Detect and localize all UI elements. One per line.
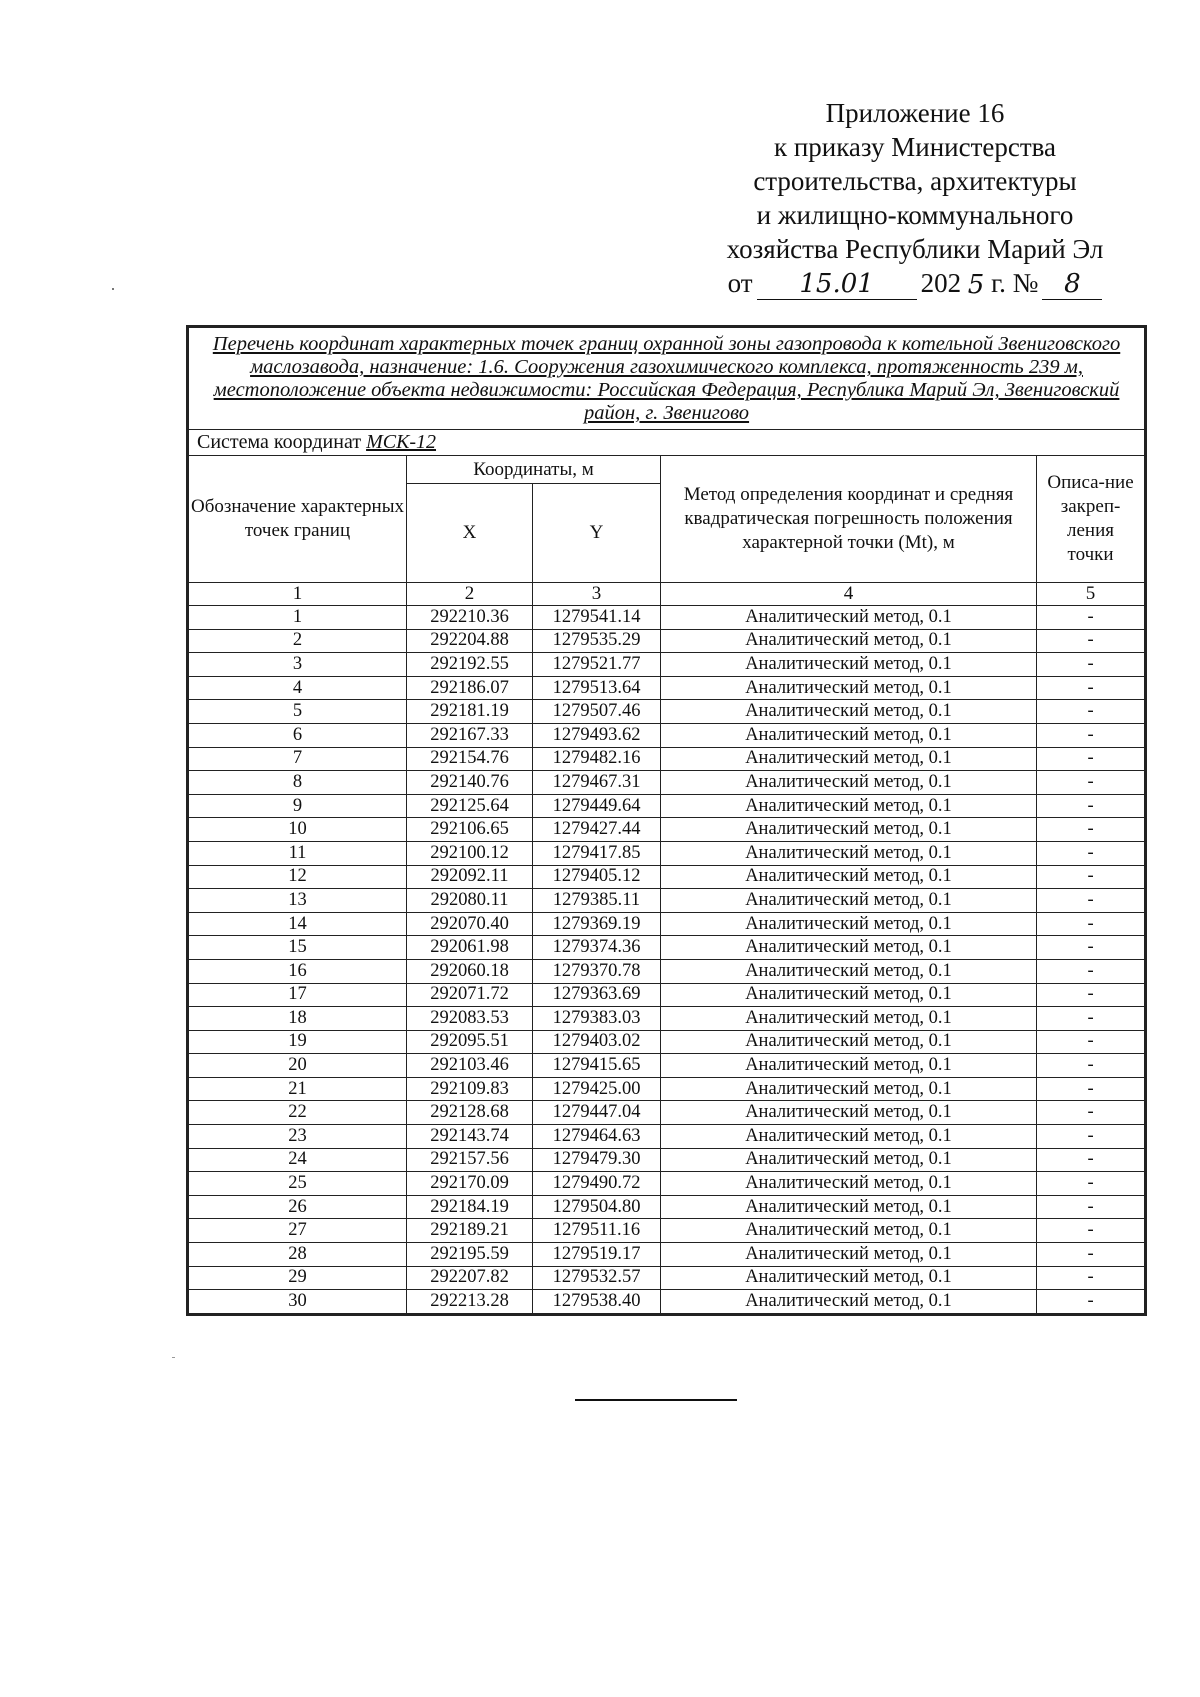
table-row: [188, 1195, 1146, 1219]
description-cell: -: [1037, 771, 1146, 795]
y-cell: 1279490.72: [533, 1172, 661, 1196]
description-cell: -: [1037, 700, 1146, 724]
method-cell: Аналитический метод, 0.1: [661, 629, 1037, 653]
point-cell: 21: [188, 1077, 407, 1101]
y-cell: 1279447.04: [533, 1101, 661, 1125]
x-cell: 292100.12: [407, 841, 533, 865]
point-cell: 24: [188, 1148, 407, 1172]
method-cell: Аналитический метод, 0.1: [661, 983, 1037, 1007]
coordinates-rows: [188, 606, 1146, 1315]
point-cell: 18: [188, 1007, 407, 1031]
y-cell: 1279493.62: [533, 723, 661, 747]
description-cell: -: [1037, 1101, 1146, 1125]
point-cell: 7: [188, 747, 407, 771]
point-cell: 20: [188, 1054, 407, 1078]
point-cell: 3: [188, 653, 407, 677]
table-title: Перечень координат характерных точек границ охранной зоны газопровода к котельной Звениговского маслозавода, назначение: 1.6. Сооружения газохимического комплекса, протяженность 239 м, местоположение объекта недвижимости: Российская Федерация, Республика Марий Эл, Звениговский район, г. Звенигово: [188, 327, 1146, 430]
scan-artifact: [112, 288, 114, 290]
x-cell: 292103.46: [407, 1054, 533, 1078]
description-cell: -: [1037, 1266, 1146, 1290]
x-cell: 292080.11: [407, 889, 533, 913]
point-cell: 23: [188, 1125, 407, 1149]
point-cell: 11: [188, 841, 407, 865]
header-x: X: [407, 484, 533, 583]
point-cell: 8: [188, 771, 407, 795]
table-row: [188, 1125, 1146, 1149]
table-row: [188, 959, 1146, 983]
y-cell: 1279427.44: [533, 818, 661, 842]
method-cell: Аналитический метод, 0.1: [661, 771, 1037, 795]
header-line: к приказу Министерства: [773, 132, 1057, 162]
method-cell: Аналитический метод, 0.1: [661, 1243, 1037, 1267]
method-cell: Аналитический метод, 0.1: [661, 865, 1037, 889]
description-cell: -: [1037, 1125, 1146, 1149]
description-cell: -: [1037, 1290, 1146, 1315]
column-number: 3: [533, 583, 661, 606]
method-cell: Аналитический метод, 0.1: [661, 723, 1037, 747]
y-cell: 1279532.57: [533, 1266, 661, 1290]
point-cell: 27: [188, 1219, 407, 1243]
y-cell: 1279415.65: [533, 1054, 661, 1078]
point-cell: 28: [188, 1243, 407, 1267]
method-cell: Аналитический метод, 0.1: [661, 889, 1037, 913]
header-method: Метод определения координат и средняя квадратическая погрешность положения характерной точки (Mt), м: [661, 456, 1037, 583]
method-cell: Аналитический метод, 0.1: [661, 1290, 1037, 1315]
method-cell: Аналитический метод, 0.1: [661, 912, 1037, 936]
y-cell: 1279538.40: [533, 1290, 661, 1315]
point-cell: 16: [188, 959, 407, 983]
table-row: [188, 1148, 1146, 1172]
table-row: [188, 723, 1146, 747]
point-cell: 9: [188, 794, 407, 818]
point-cell: 30: [188, 1290, 407, 1315]
table-row: [188, 1007, 1146, 1031]
description-cell: -: [1037, 865, 1146, 889]
y-cell: 1279513.64: [533, 676, 661, 700]
description-cell: -: [1037, 818, 1146, 842]
x-cell: 292204.88: [407, 629, 533, 653]
method-cell: Аналитический метод, 0.1: [661, 959, 1037, 983]
x-cell: 292189.21: [407, 1219, 533, 1243]
table-row: [188, 936, 1146, 960]
x-cell: 292195.59: [407, 1243, 533, 1267]
appendix-header: [690, 96, 1140, 300]
point-cell: 6: [188, 723, 407, 747]
year-suffix: г. №: [991, 268, 1039, 298]
point-cell: 13: [188, 889, 407, 913]
table-row: [188, 653, 1146, 677]
x-cell: 292061.98: [407, 936, 533, 960]
table-row: [188, 1266, 1146, 1290]
description-cell: -: [1037, 606, 1146, 630]
description-cell: -: [1037, 723, 1146, 747]
method-cell: Аналитический метод, 0.1: [661, 700, 1037, 724]
description-cell: -: [1037, 653, 1146, 677]
y-cell: 1279467.31: [533, 771, 661, 795]
point-cell: 19: [188, 1030, 407, 1054]
table-row: [188, 889, 1146, 913]
description-cell: -: [1037, 629, 1146, 653]
header-coordinates: Координаты, м: [407, 456, 661, 484]
column-number: 1: [188, 583, 407, 606]
coordinate-system-label: Система координат: [197, 431, 362, 453]
description-cell: -: [1037, 959, 1146, 983]
description-cell: -: [1037, 747, 1146, 771]
y-cell: 1279511.16: [533, 1219, 661, 1243]
order-date-line: [690, 266, 1140, 300]
table-row: [188, 841, 1146, 865]
y-cell: 1279482.16: [533, 747, 661, 771]
method-cell: Аналитический метод, 0.1: [661, 1077, 1037, 1101]
method-cell: Аналитический метод, 0.1: [661, 936, 1037, 960]
method-cell: Аналитический метод, 0.1: [661, 653, 1037, 677]
header-description: Описа-ние закреп-ления точки: [1037, 456, 1146, 583]
y-cell: 1279417.85: [533, 841, 661, 865]
method-cell: Аналитический метод, 0.1: [661, 1219, 1037, 1243]
y-cell: 1279541.14: [533, 606, 661, 630]
table-row: [188, 1243, 1146, 1267]
description-cell: -: [1037, 1195, 1146, 1219]
x-cell: 292157.56: [407, 1148, 533, 1172]
year-prefix: 202: [920, 268, 962, 298]
x-cell: 292092.11: [407, 865, 533, 889]
x-cell: 292170.09: [407, 1172, 533, 1196]
description-cell: -: [1037, 1030, 1146, 1054]
table-row: [188, 676, 1146, 700]
table-row: [188, 771, 1146, 795]
description-cell: -: [1037, 1243, 1146, 1267]
method-cell: Аналитический метод, 0.1: [661, 1148, 1037, 1172]
description-cell: -: [1037, 794, 1146, 818]
x-cell: 292125.64: [407, 794, 533, 818]
description-cell: -: [1037, 1054, 1146, 1078]
header-point-designation: Обозначение характерных точек границ: [188, 456, 407, 583]
table-row: [188, 1172, 1146, 1196]
description-cell: -: [1037, 676, 1146, 700]
point-cell: 14: [188, 912, 407, 936]
y-cell: 1279479.30: [533, 1148, 661, 1172]
y-cell: 1279403.02: [533, 1030, 661, 1054]
point-cell: 1: [188, 606, 407, 630]
point-cell: 5: [188, 700, 407, 724]
method-cell: Аналитический метод, 0.1: [661, 1195, 1037, 1219]
y-cell: 1279363.69: [533, 983, 661, 1007]
description-cell: -: [1037, 936, 1146, 960]
header-line: хозяйства Республики Марий Эл: [726, 234, 1104, 264]
method-cell: Аналитический метод, 0.1: [661, 1172, 1037, 1196]
table-row: [188, 865, 1146, 889]
method-cell: Аналитический метод, 0.1: [661, 1030, 1037, 1054]
table-row: [188, 1030, 1146, 1054]
x-cell: 292167.33: [407, 723, 533, 747]
x-cell: 292213.28: [407, 1290, 533, 1315]
description-cell: -: [1037, 1172, 1146, 1196]
table-row: [188, 912, 1146, 936]
table-row: [188, 1101, 1146, 1125]
table-row: [188, 606, 1146, 630]
y-cell: 1279519.17: [533, 1243, 661, 1267]
x-cell: 292083.53: [407, 1007, 533, 1031]
end-rule: [575, 1399, 737, 1401]
coordinate-system-row: [188, 430, 1146, 456]
description-cell: -: [1037, 1077, 1146, 1101]
column-number: 2: [407, 583, 533, 606]
y-cell: 1279370.78: [533, 959, 661, 983]
method-cell: Аналитический метод, 0.1: [661, 676, 1037, 700]
x-cell: 292154.76: [407, 747, 533, 771]
y-cell: 1279385.11: [533, 889, 661, 913]
table-row: [188, 1054, 1146, 1078]
coordinate-system-name: МСК-12: [366, 431, 437, 453]
header-line: и жилищно-коммунального: [756, 200, 1074, 230]
x-cell: 292192.55: [407, 653, 533, 677]
x-cell: 292109.83: [407, 1077, 533, 1101]
y-cell: 1279425.00: [533, 1077, 661, 1101]
point-cell: 15: [188, 936, 407, 960]
point-cell: 2: [188, 629, 407, 653]
table-row: [188, 1290, 1146, 1315]
method-cell: Аналитический метод, 0.1: [661, 1266, 1037, 1290]
x-cell: 292071.72: [407, 983, 533, 1007]
x-cell: 292207.82: [407, 1266, 533, 1290]
table-row: [188, 794, 1146, 818]
method-cell: Аналитический метод, 0.1: [661, 1125, 1037, 1149]
description-cell: -: [1037, 1007, 1146, 1031]
method-cell: Аналитический метод, 0.1: [661, 1054, 1037, 1078]
handwritten-order-number: 8: [1042, 269, 1102, 300]
point-cell: 26: [188, 1195, 407, 1219]
description-cell: -: [1037, 889, 1146, 913]
point-cell: 25: [188, 1172, 407, 1196]
table-row: [188, 1219, 1146, 1243]
method-cell: Аналитический метод, 0.1: [661, 1101, 1037, 1125]
appendix-title: Приложение 16: [825, 98, 1005, 128]
y-cell: 1279383.03: [533, 1007, 661, 1031]
x-cell: 292143.74: [407, 1125, 533, 1149]
y-cell: 1279504.80: [533, 1195, 661, 1219]
y-cell: 1279405.12: [533, 865, 661, 889]
x-cell: 292184.19: [407, 1195, 533, 1219]
y-cell: 1279369.19: [533, 912, 661, 936]
description-cell: -: [1037, 983, 1146, 1007]
header-y: Y: [533, 484, 661, 583]
scan-artifact: [172, 1357, 175, 1358]
point-cell: 22: [188, 1101, 407, 1125]
table-row: [188, 1077, 1146, 1101]
x-cell: 292186.07: [407, 676, 533, 700]
method-cell: Аналитический метод, 0.1: [661, 606, 1037, 630]
description-cell: -: [1037, 912, 1146, 936]
handwritten-date: 15.01: [757, 269, 917, 300]
table-row: [188, 629, 1146, 653]
method-cell: Аналитический метод, 0.1: [661, 1007, 1037, 1031]
x-cell: 292070.40: [407, 912, 533, 936]
table-row: [188, 818, 1146, 842]
column-numbers-row: [188, 583, 1146, 606]
y-cell: 1279374.36: [533, 936, 661, 960]
point-cell: 12: [188, 865, 407, 889]
header-line: строительства, архитектуры: [753, 166, 1077, 196]
x-cell: 292095.51: [407, 1030, 533, 1054]
method-cell: Аналитический метод, 0.1: [661, 747, 1037, 771]
x-cell: 292060.18: [407, 959, 533, 983]
table-row: [188, 700, 1146, 724]
y-cell: 1279535.29: [533, 629, 661, 653]
y-cell: 1279464.63: [533, 1125, 661, 1149]
description-cell: -: [1037, 841, 1146, 865]
point-cell: 29: [188, 1266, 407, 1290]
method-cell: Аналитический метод, 0.1: [661, 841, 1037, 865]
x-cell: 292128.68: [407, 1101, 533, 1125]
table-row: [188, 747, 1146, 771]
from-label: от: [727, 268, 753, 298]
point-cell: 17: [188, 983, 407, 1007]
x-cell: 292140.76: [407, 771, 533, 795]
point-cell: 10: [188, 818, 407, 842]
method-cell: Аналитический метод, 0.1: [661, 818, 1037, 842]
x-cell: 292181.19: [407, 700, 533, 724]
y-cell: 1279521.77: [533, 653, 661, 677]
x-cell: 292106.65: [407, 818, 533, 842]
handwritten-year-digit: 5: [967, 270, 985, 300]
x-cell: 292210.36: [407, 606, 533, 630]
point-cell: 4: [188, 676, 407, 700]
description-cell: -: [1037, 1219, 1146, 1243]
method-cell: Аналитический метод, 0.1: [661, 794, 1037, 818]
column-number: 5: [1037, 583, 1146, 606]
coordinates-table: [186, 325, 1147, 1316]
column-number: 4: [661, 583, 1037, 606]
y-cell: 1279449.64: [533, 794, 661, 818]
y-cell: 1279507.46: [533, 700, 661, 724]
description-cell: -: [1037, 1148, 1146, 1172]
table-row: [188, 983, 1146, 1007]
